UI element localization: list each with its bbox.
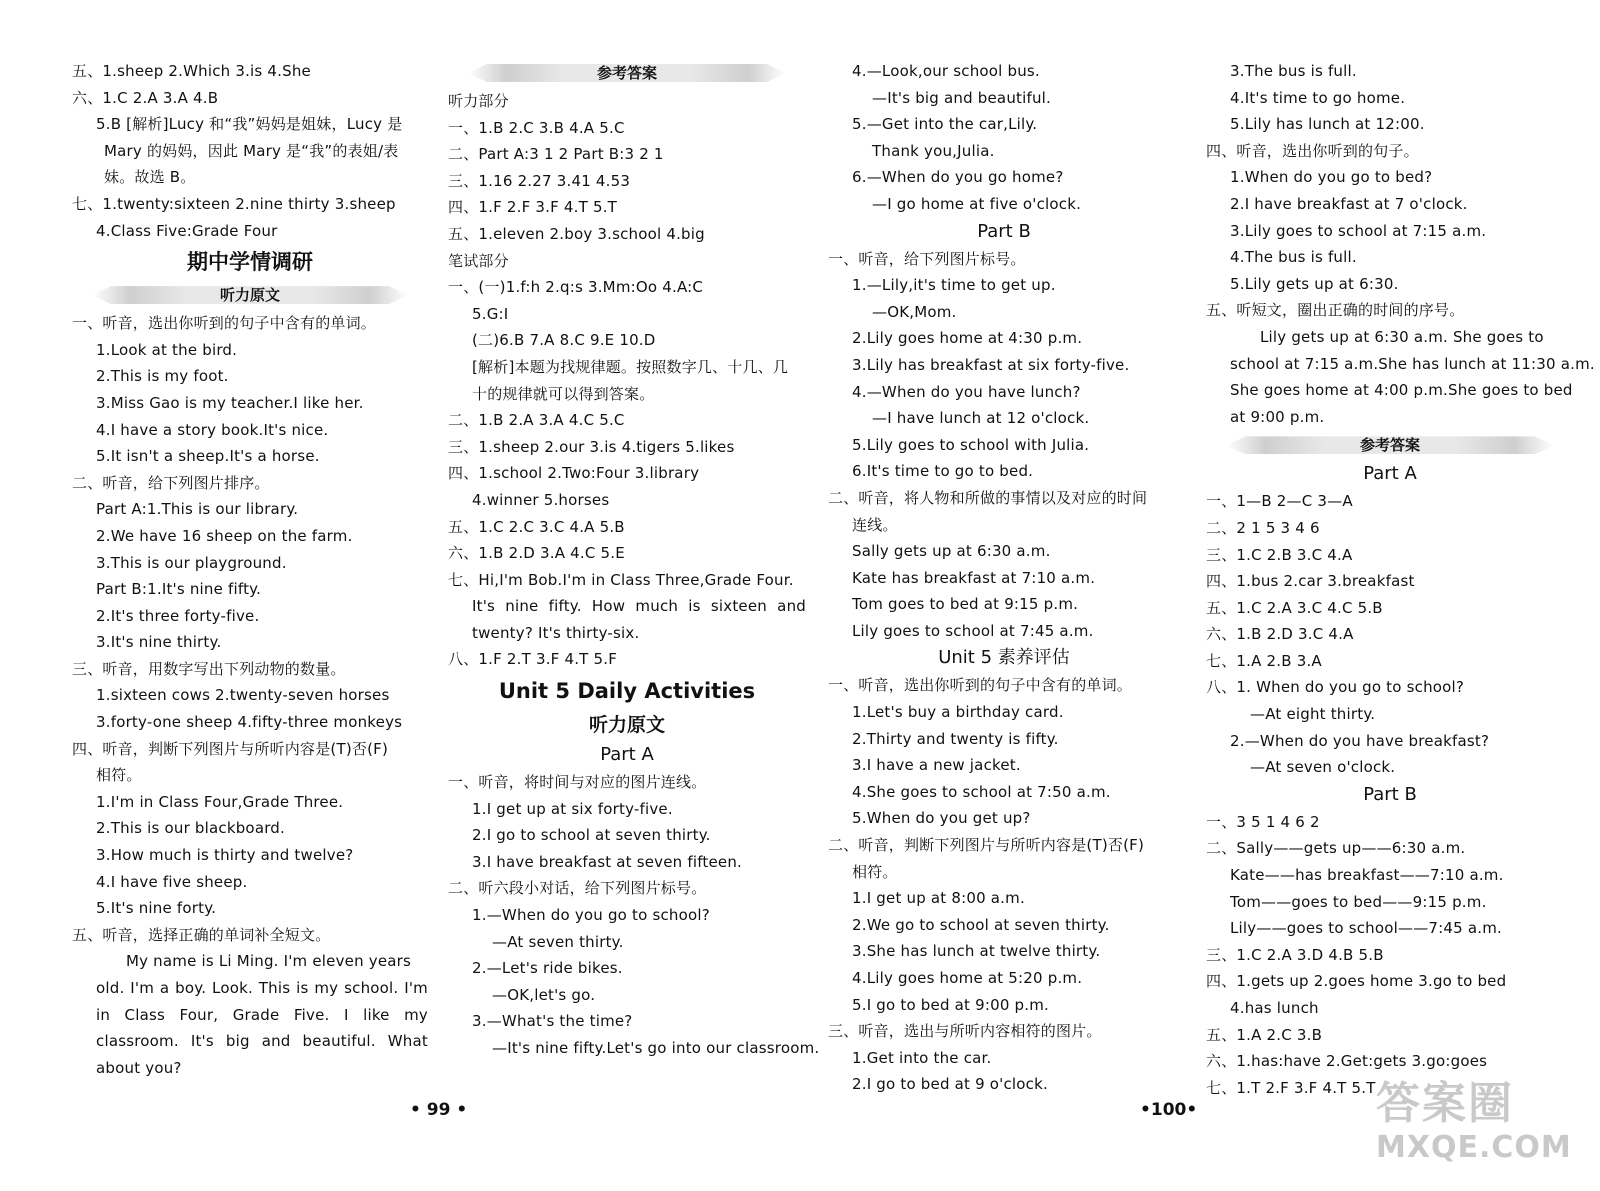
text-line: 四、1.bus 2.car 3.breakfast (1206, 572, 1415, 591)
text-line: 2.This is my foot. (96, 367, 229, 386)
text-line: 二、Sally——gets up——6:30 a.m. (1206, 839, 1466, 858)
text-line: 2.—Let's ride bikes. (472, 959, 623, 978)
part-heading: Unit 5 素养评估 (938, 647, 1070, 669)
text-line: 1.—Lily,it's time to get up. (852, 276, 1056, 295)
text-line: 3.Miss Gao is my teacher.I like her. (96, 393, 364, 412)
text-line: 二、1.B 2.A 3.A 4.C 5.C (448, 411, 625, 430)
text-line: —It's big and beautiful. (872, 88, 1051, 107)
text-line: 3.—What's the time? (472, 1012, 633, 1031)
text-line: It's nine fifty. How much is sixteen and (472, 597, 806, 616)
banner-title: 参考答案 (1359, 436, 1420, 455)
text-line: 四、听音，判断下列图片与所听内容是(T)否(F) (72, 739, 389, 758)
text-line: Mary 的妈妈，因此 Mary 是“我”的表姐/表 (104, 141, 399, 160)
text-line: 四、听音，选出你听到的句子。 (1206, 141, 1419, 160)
text-line: 4.Lily goes home at 5:20 p.m. (852, 969, 1083, 987)
banner-title: 听力原文 (219, 286, 280, 305)
text-line: Tom——goes to bed——9:15 p.m. (1230, 892, 1487, 911)
page-number-right: •100• (1140, 1100, 1198, 1120)
text-line: 连线。 (852, 515, 898, 534)
text-line: 4.—When do you have lunch? (852, 382, 1081, 401)
text-line: —OK,Mom. (872, 302, 957, 321)
text-line: 5.When do you get up? (852, 809, 1031, 828)
subsection-title: 听力原文 (588, 714, 665, 737)
section-banner (72, 282, 428, 308)
text-line: 4.She goes to school at 7:50 a.m. (852, 782, 1111, 801)
text-line: 四、1.F 2.F 3.F 4.T 5.T (448, 198, 618, 217)
text-line: 妹。故选 B。 (104, 168, 196, 187)
text-line: 六、1.B 2.D 3.C 4.A (1206, 625, 1354, 644)
part-heading: Part A (600, 744, 654, 766)
section-banner (448, 60, 806, 86)
text-line: school at 7:15 a.m.She has lunch at 11:30 a.m. (1230, 354, 1595, 373)
text-line: 3.I have a new jacket. (852, 756, 1021, 775)
text-line: —OK,let's go. (492, 985, 596, 1004)
text-line: —I have lunch at 12 o'clock. (872, 409, 1090, 428)
text-line: 3.forty-one sheep 4.fifty-three monkeys (96, 713, 403, 732)
text-line: about you? (96, 1058, 182, 1077)
text-line: 二、2 1 5 3 4 6 (1206, 518, 1320, 537)
text-line: —It's nine fifty.Let's go into our classroom. (492, 1039, 820, 1057)
text-line: Lily——goes to school——7:45 a.m. (1230, 919, 1502, 938)
part-heading: Part A (1363, 463, 1417, 485)
text-line: 1.When do you go to bed? (1230, 168, 1433, 187)
text-line: 三、1.sheep 2.our 3.is 4.tigers 5.likes (448, 437, 735, 456)
text-line: 五、1.C 2.C 3.C 4.A 5.B (448, 517, 625, 536)
text-line: 五、听短文，圈出正确的时间的序号。 (1206, 301, 1465, 320)
text-line: 4.I have a story book.It's nice. (96, 420, 329, 439)
text-line: 五、1.sheep 2.Which 3.is 4.She (72, 62, 311, 80)
text-line: 一、听音，将时间与对应的图片连线。 (448, 773, 707, 792)
text-line: 4.I have five sheep. (96, 872, 248, 891)
text-line: Tom goes to bed at 9:15 p.m. (852, 595, 1079, 614)
text-line: 一、(一)1.f:h 2.q:s 3.Mm:Oo 4.A:C (448, 278, 704, 297)
text-line: 6.It's time to go to bed. (852, 462, 1034, 481)
text-line: 二、听音，将人物和所做的事情以及对应的时间 (828, 488, 1148, 507)
text-line: 十的规律就可以得到答案。 (472, 384, 655, 403)
text-line: 1.sixteen cows 2.twenty-seven horses (96, 686, 390, 705)
text-line: 三、听音，用数字写出下列动物的数量。 (72, 659, 346, 678)
text-line: 4.has lunch (1230, 999, 1319, 1017)
text-line: 1.—When do you go to school? (472, 906, 710, 925)
text-line: 三、听音，选出与所听内容相符的图片。 (828, 1022, 1102, 1041)
text-line: 3.I have breakfast at seven fifteen. (472, 852, 743, 871)
text-line: 3.She has lunch at twelve thirty. (852, 942, 1101, 961)
text-line: Lily goes to school at 7:45 a.m. (852, 621, 1094, 640)
text-line: Kate——has breakfast——7:10 a.m. (1230, 866, 1504, 885)
text-line: 七、1.A 2.B 3.A (1206, 651, 1322, 670)
text-line: twenty? It's thirty-six. (472, 623, 640, 642)
text-line: 2.This is our blackboard. (96, 819, 285, 838)
text-line: —At eight thirty. (1250, 705, 1376, 724)
text-line: 四、1.gets up 2.goes home 3.go to bed (1206, 972, 1507, 991)
part-heading: Part B (977, 220, 1031, 242)
text-line: 3.This is our playground. (96, 553, 287, 572)
text-line: 七、1.twenty:sixteen 2.nine thirty 3.sheep (72, 194, 396, 213)
text-line: in Class Four, Grade Five. I like my (96, 1005, 428, 1024)
text-line: 一、1—B 2—C 3—A (1206, 492, 1353, 511)
text-line: 5.Lily has lunch at 12:00. (1230, 115, 1425, 134)
text-line: 3.Lily goes to school at 7:15 a.m. (1230, 221, 1487, 240)
text-line: 3.The bus is full. (1230, 62, 1357, 80)
text-line: 5.B [解析]Lucy 和“我”妈妈是姐妹，Lucy 是 (96, 115, 403, 134)
watermark-logo (1376, 1078, 1572, 1178)
text-line: Thank you,Julia. (872, 141, 995, 160)
text-line: 相符。 (96, 766, 142, 785)
text-line: 六、1.B 2.D 3.A 4.C 5.E (448, 544, 625, 563)
text-line: 三、1.16 2.27 3.41 4.53 (448, 171, 631, 190)
text-line: 4.It's time to go home. (1230, 88, 1406, 107)
text-line: 6.—When do you go home? (852, 168, 1064, 187)
text-line: Part A:1.This is our library. (96, 500, 299, 519)
text-line: 五、1.eleven 2.boy 3.school 4.big (448, 224, 705, 243)
text-line: at 9:00 p.m. (1230, 407, 1325, 426)
text-line: 5.It's nine forty. (96, 899, 217, 918)
text-line: Part B:1.It's nine fifty. (96, 580, 262, 599)
text-line: 三、1.C 2.B 3.C 4.A (1206, 545, 1353, 564)
text-line: My name is Li Ming. I'm eleven years (126, 952, 412, 971)
column-1 (72, 58, 428, 1081)
text-line: She goes home at 4:00 p.m.She goes to bed (1230, 381, 1573, 400)
text-line: 2.I have breakfast at 7 o'clock. (1230, 194, 1468, 213)
text-line: 2.I go to school at seven thirty. (472, 826, 711, 845)
watermark-url: MXQE.COM (1376, 1130, 1572, 1165)
text-line: 3.Lily has breakfast at six forty-five. (852, 355, 1130, 374)
text-line: 1.Get into the car. (852, 1048, 992, 1067)
section-banner (1206, 432, 1574, 458)
text-line: 一、听音，给下列图片标号。 (828, 249, 1026, 268)
text-line: —At seven thirty. (492, 932, 624, 951)
text-line: Kate has breakfast at 7:10 a.m. (852, 568, 1096, 587)
text-line: 5.It isn't a sheep.It's a horse. (96, 447, 320, 466)
text-line: 5.—Get into the car,Lily. (852, 115, 1038, 134)
text-line: 5.G:I (472, 304, 509, 323)
column-4 (1206, 58, 1595, 1101)
text-line: 2.It's three forty-five. (96, 606, 260, 625)
text-line: 1.Look at the bird. (96, 340, 238, 359)
banner-title: 参考答案 (596, 64, 657, 82)
text-line: classroom. It's big and beautiful. What (96, 1032, 428, 1051)
column-3 (828, 58, 1180, 1098)
text-line: 一、听音，选出你听到的句子中含有的单词。 (828, 676, 1133, 695)
section-title: 期中学情调研 (187, 250, 313, 275)
text-line: [解析]本题为找规律题。按照数字几、十几、几 (472, 357, 789, 376)
text-line: Lily gets up at 6:30 a.m. She goes to (1260, 327, 1544, 346)
text-line: 4.—Look,our school bus. (852, 62, 1040, 80)
text-line: 5.I go to bed at 9:00 p.m. (852, 995, 1049, 1014)
text-line: Sally gets up at 6:30 a.m. (852, 542, 1051, 561)
text-line: 四、1.school 2.Two:Four 3.library (448, 464, 700, 483)
text-line: 3.How much is thirty and twelve? (96, 846, 354, 865)
text-line: 八、1.F 2.T 3.F 4.T 5.F (448, 650, 618, 669)
text-line: 二、Part A:3 1 2 Part B:3 2 1 (448, 145, 664, 164)
text-line: 六、1.has:have 2.Get:gets 3.go:goes (1206, 1052, 1488, 1071)
text-line: 五、1.C 2.A 3.C 4.C 5.B (1206, 598, 1383, 617)
text-line: 1.Let's buy a birthday card. (852, 703, 1064, 722)
text-line: 二、听六段小对话，给下列图片标号。 (448, 879, 707, 898)
text-line: 1.I'm in Class Four,Grade Three. (96, 792, 344, 811)
text-line: 二、听音，给下列图片排序。 (72, 473, 270, 492)
text-line: 4.Class Five:Grade Four (96, 221, 278, 240)
text-line: 4.The bus is full. (1230, 248, 1357, 267)
text-line: 二、听音，判断下列图片与所听内容是(T)否(F) (828, 836, 1145, 855)
text-line: —At seven o'clock. (1250, 758, 1396, 777)
text-line: 4.winner 5.horses (472, 490, 610, 509)
watermark-text: 答案圈 (1376, 1078, 1514, 1129)
text-line: 七、1.T 2.F 3.F 4.T 5.T (1206, 1078, 1376, 1097)
text-line: 1.I get up at six forty-five. (472, 799, 673, 818)
text-line: 笔试部分 (448, 251, 509, 270)
text-line: 2.—When do you have breakfast? (1230, 731, 1490, 750)
text-line: —I go home at five o'clock. (872, 194, 1082, 213)
text-line: old. I'm a boy. Look. This is my school. I'm (96, 979, 428, 997)
text-line: 2.Thirty and twenty is fifty. (852, 729, 1059, 748)
text-line: 2.We go to school at seven thirty. (852, 915, 1110, 934)
text-line: 相符。 (852, 862, 898, 881)
page-number-left: • 99 • (410, 1100, 468, 1120)
text-line: 5.Lily gets up at 6:30. (1230, 274, 1399, 293)
text-line: 六、1.C 2.A 3.A 4.B (72, 88, 219, 107)
text-line: 2.We have 16 sheep on the farm. (96, 526, 353, 545)
text-line: 1.I get up at 8:00 a.m. (852, 889, 1025, 908)
text-line: 七、Hi,I'm Bob.I'm in Class Three,Grade Four. (448, 570, 794, 589)
text-line: 五、1.A 2.C 3.B (1206, 1025, 1323, 1044)
text-line: 一、听音，选出你听到的句子中含有的单词。 (72, 314, 377, 333)
text-line: 3.It's nine thirty. (96, 633, 222, 652)
text-line: 5.Lily goes to school with Julia. (852, 435, 1090, 454)
text-line: 八、1. When do you go to school? (1206, 678, 1465, 697)
section-title: Unit 5 Daily Activities (498, 679, 756, 704)
text-line: 听力部分 (448, 92, 509, 110)
text-line: 五、听音，选择正确的单词补全短文。 (72, 925, 331, 944)
text-line: (二)6.B 7.A 8.C 9.E 10.D (472, 331, 656, 350)
text-line: 三、1.C 2.A 3.D 4.B 5.B (1206, 945, 1384, 964)
text-line: 一、1.B 2.C 3.B 4.A 5.C (448, 118, 625, 137)
column-2 (448, 58, 820, 1062)
part-heading: Part B (1363, 783, 1417, 805)
text-line: 2.I go to bed at 9 o'clock. (852, 1075, 1048, 1094)
text-line: 一、3 5 1 4 6 2 (1206, 812, 1320, 831)
text-line: 2.Lily goes home at 4:30 p.m. (852, 329, 1083, 348)
